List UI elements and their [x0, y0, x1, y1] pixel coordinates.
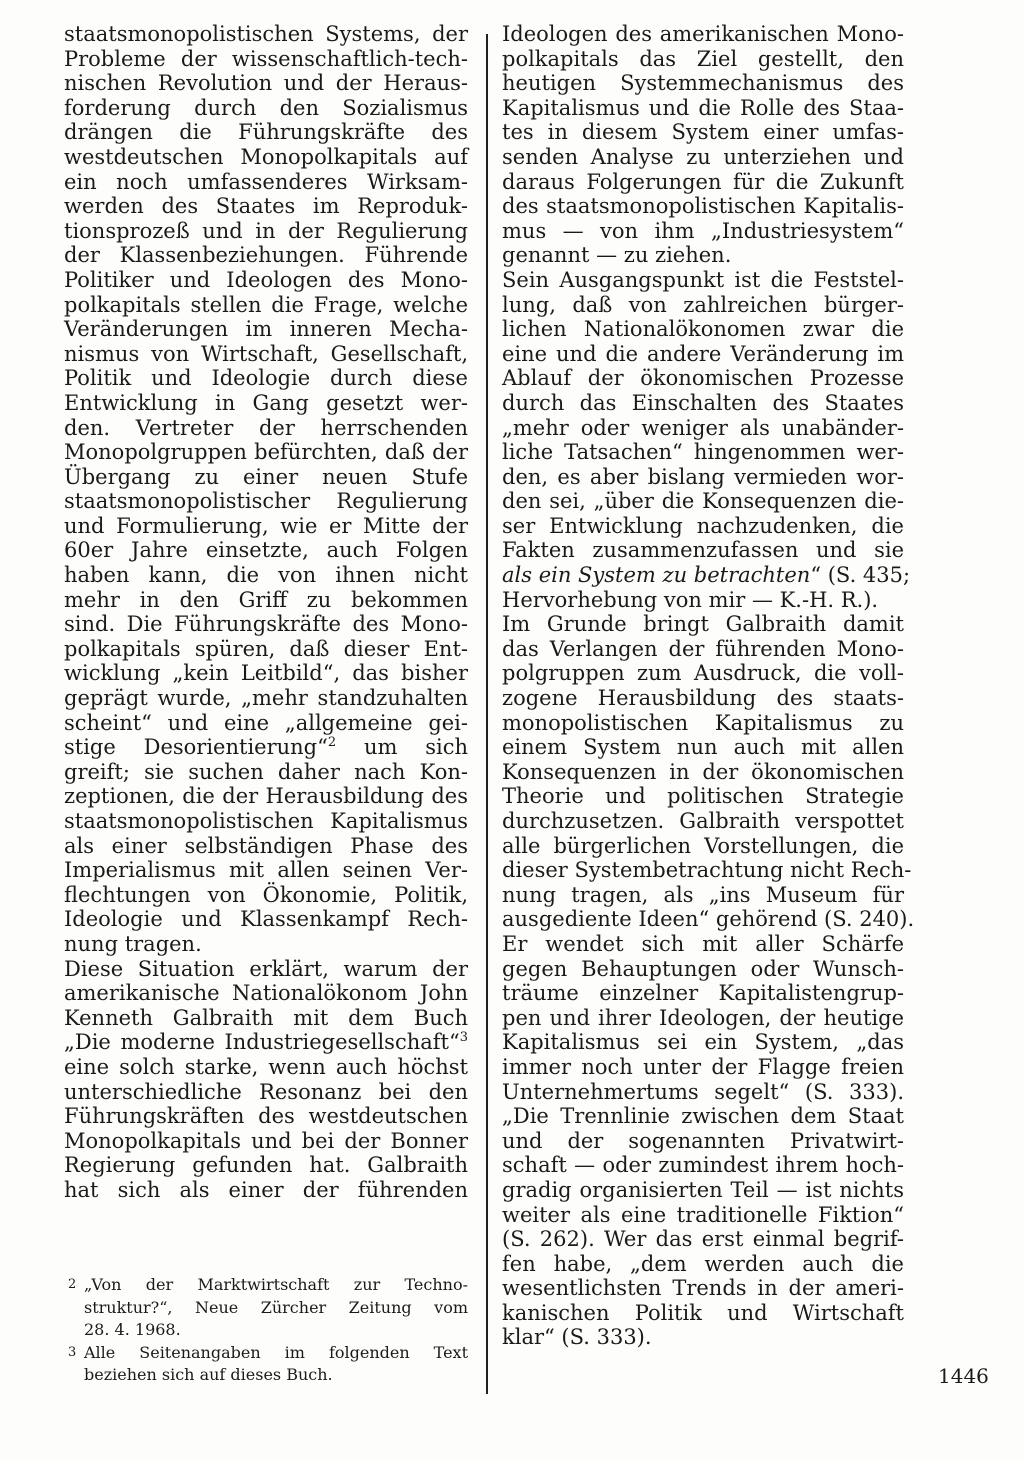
text-line: „mehr oder weniger als unabänder-	[502, 415, 904, 440]
text-line: Politiker und Ideologen des Mono-	[64, 267, 468, 292]
text-line: sind. Die Führungskräfte des Mono-	[64, 612, 468, 637]
text-line: gegen Behauptungen oder Wunsch-	[502, 956, 904, 981]
text-line: drängen die Führungskräfte des	[64, 120, 468, 145]
text-line: des staatsmonopolistischen Kapitalis-	[502, 194, 904, 219]
text-line: ein noch umfassenderes Wirksam-	[64, 169, 468, 194]
text-line: Monopolgruppen befürchten, daß der	[64, 440, 468, 465]
text-line: wesentlichsten Trends in der ameri-	[502, 1276, 904, 1301]
text-line: den. Vertreter der herrschenden	[64, 415, 468, 440]
text-line: als ein System zu betrachten“ (S. 435;	[502, 563, 911, 588]
text-line: einem System nun auch mit allen	[502, 735, 904, 760]
text-line: daraus Folgerungen für die Zukunft	[502, 169, 904, 194]
text-line: dieser Systembetrachtung nicht Rech-	[502, 858, 912, 883]
footnote	[64, 1342, 468, 1387]
text-line: 60er Jahre einsetzte, auch Folgen	[64, 538, 468, 563]
text-line: Monopolkapitals und bei der Bonner	[64, 1128, 468, 1153]
emphasis-text: als ein System zu betrachten	[502, 563, 811, 588]
footnote-ref: 3	[459, 1030, 468, 1046]
text-line: staatsmonopolistischen Kapitalismus	[64, 809, 468, 833]
text-line: Veränderungen im inneren Mecha-	[64, 317, 468, 342]
text-line: nung tragen.	[64, 931, 202, 956]
text-line: tes in diesem System einer umfas-	[502, 120, 904, 145]
text-line: pen und ihrer Ideologen, der heutige	[502, 1005, 904, 1030]
text-line: mehr in den Griff zu bekommen	[64, 587, 468, 612]
text-line: weiter als eine traditionelle Fiktion“	[502, 1202, 904, 1227]
text-line: polkapitals das Ziel gestellt, den	[502, 46, 904, 71]
text-line: Unternehmertums segelt“ (S. 333).	[502, 1079, 904, 1104]
footnote-line: 28. 4. 1968.	[84, 1320, 181, 1339]
text-line: und Formulierung, wie er Mitte der	[64, 513, 468, 538]
text-line: Diese Situation erklärt, warum der	[64, 956, 468, 981]
text-line: Probleme der wissenschaftlich-tech-	[64, 46, 468, 71]
text-line: Übergang zu einer neuen Stufe	[64, 464, 468, 489]
text-line: durchzusetzen. Galbraith verspottet	[502, 809, 904, 833]
text-line: Fakten zusammenzufassen und sie	[502, 538, 904, 563]
text-line: Imperialismus mit allen seinen Ver-	[64, 858, 468, 883]
text-line: Kapitalismus und die Rolle des Staa-	[502, 95, 904, 120]
text-line: lichen Nationalökonomen zwar die	[502, 317, 904, 342]
text-line: Hervorhebung von mir — K.-H. R.).	[502, 587, 879, 612]
text-line: ser Entwicklung nachzudenken, die	[502, 513, 904, 538]
text-line: zeptionen, die der Herausbildung des	[64, 784, 468, 809]
text-line: alle bürgerlichen Vorstellungen, die	[502, 833, 904, 858]
footnote-ref: 2	[327, 735, 337, 751]
text-line: greift; sie suchen daher nach Kon-	[64, 759, 468, 784]
text-line: kanischen Politik und Wirtschaft	[502, 1300, 904, 1325]
text-line: haben kann, die von ihnen nicht	[64, 563, 468, 588]
text-line: schaft — oder zumindest ihrem hoch-	[502, 1153, 904, 1178]
text-line: Politik und Ideologie durch diese	[64, 366, 468, 391]
footnote	[64, 1274, 468, 1342]
text-line: und der sogenannten Privatwirt-	[502, 1128, 904, 1153]
text-line: polkapitals stellen die Frage, welche	[64, 292, 468, 317]
text-line: den, es aber bislang vermieden wor-	[502, 464, 904, 489]
text-line: scheint“ und eine „allgemeine gei-	[64, 710, 468, 735]
text-line: als einer selbständigen Phase des	[64, 833, 468, 858]
text-line: nung tragen, als „ins Museum für	[502, 882, 904, 907]
text-line: monopolistischen Kapitalismus zu	[502, 710, 904, 735]
footnote-line: beziehen sich auf dieses Buch.	[84, 1365, 333, 1384]
text-line: genannt — zu ziehen.	[502, 243, 732, 268]
text-line: „Die Trennlinie zwischen dem Staat	[502, 1104, 904, 1129]
text-line: zogene Herausbildung des staats-	[502, 686, 904, 711]
footnote-line: struktur?“, Neue Zürcher Zeitung vom	[84, 1297, 468, 1317]
text-line: nischen Revolution und der Heraus-	[64, 71, 468, 96]
footnote-number: 2	[68, 1277, 77, 1292]
text-line: Kenneth Galbraith mit dem Buch	[64, 1005, 468, 1030]
text-line: den sei, „über die Konsequenzen die-	[502, 489, 904, 514]
text-line: wicklung „kein Leitbild“, das bisher	[64, 661, 468, 686]
text-line: mus — von ihm „Industriesystem“	[502, 218, 904, 243]
text-line: Ideologen des amerikanischen Mono-	[502, 22, 904, 46]
column-divider	[486, 34, 488, 1394]
text-line: liche Tatsachen“ hingenommen wer-	[502, 440, 904, 465]
text-line: staatsmonopolistischen Systems, der	[64, 22, 468, 46]
text-line: immer noch unter der Flagge freien	[502, 1054, 904, 1079]
text-line: polkapitals spüren, daß dieser Ent-	[64, 636, 468, 661]
text-line: Sein Ausgangspunkt ist die Feststel-	[502, 267, 904, 292]
text-line: tionsprozeß und in der Regulierung	[64, 218, 468, 243]
text-line: eine und die andere Veränderung im	[502, 341, 904, 366]
text-line: heutigen Systemmechanismus des	[502, 71, 904, 96]
text-line: hat sich als einer der führenden	[64, 1177, 468, 1202]
text-line: Ablauf der ökonomischen Prozesse	[502, 366, 904, 391]
text-line: klar“ (S. 333).	[502, 1325, 652, 1350]
text-line: werden des Staates im Reproduk-	[64, 194, 468, 219]
text-line: westdeutschen Monopolkapitals auf	[64, 144, 468, 169]
text-line: ausgediente Ideen“ gehörend (S. 240).	[502, 907, 915, 932]
text-line: unterschiedliche Resonanz bei den	[64, 1079, 468, 1104]
text-line: lung, daß von zahlreichen bürger-	[502, 292, 904, 317]
text-line: flechtungen von Ökonomie, Politik,	[64, 882, 468, 907]
text-line: Entwicklung in Gang gesetzt wer-	[64, 390, 468, 415]
page-number: 1446	[938, 1364, 989, 1388]
left-text-column	[64, 22, 468, 1203]
text-line: Konsequenzen in der ökonomischen	[502, 759, 904, 784]
right-text-column	[502, 22, 915, 1350]
text-line: polgruppen zum Ausdruck, die voll-	[502, 661, 904, 686]
text-line: Kapitalismus sei ein System, „das	[502, 1030, 904, 1055]
text-line: Ideologie und Klassenkampf Rech-	[64, 907, 468, 932]
text-line: das Verlangen der führenden Mono-	[502, 636, 904, 661]
text-line: träume einzelner Kapitalistengrup-	[502, 981, 904, 1006]
text-line: stige Desorientierung“$^2$ um sich	[64, 735, 468, 760]
text-line: eine solch starke, wenn auch höchst	[64, 1054, 468, 1079]
text-line: der Klassenbeziehungen. Führende	[64, 243, 468, 268]
text-line: Er wendet sich mit aller Schärfe	[502, 931, 904, 956]
text-line: „Die moderne Industriegesellschaft“$^3$	[64, 1030, 468, 1055]
text-line: forderung durch den Sozialismus	[64, 95, 468, 120]
footnote-line: Alle Seitenangaben im folgenden Text	[84, 1342, 468, 1362]
text-line: Theorie und politischen Strategie	[502, 784, 904, 809]
footnote-number: 3	[68, 1344, 77, 1360]
text-line: (S. 262). Wer das erst einmal begrif-	[502, 1227, 904, 1252]
text-line: nismus von Wirtschaft, Gesellschaft,	[64, 341, 468, 366]
text-line: amerikanische Nationalökonom John	[64, 981, 468, 1006]
footnote-line: „Von der Marktwirtschaft zur Techno-	[84, 1275, 468, 1294]
text-line: Im Grunde bringt Galbraith damit	[502, 612, 904, 637]
text-line: Führungskräften des westdeutschen	[64, 1104, 468, 1129]
text-line: Regierung gefunden hat. Galbraith	[64, 1153, 468, 1178]
text-line: gradig organisierten Teil — ist nichts	[502, 1177, 904, 1202]
text-line: staatsmonopolistischer Regulierung	[64, 489, 468, 514]
footnotes	[64, 1274, 468, 1387]
text-line: durch das Einschalten des Staates	[502, 390, 904, 415]
text-line: fen habe, „dem werden auch die	[502, 1251, 904, 1276]
text-line: geprägt wurde, „mehr standzuhalten	[64, 686, 468, 711]
text-line: senden Analyse zu unterziehen und	[502, 144, 904, 169]
